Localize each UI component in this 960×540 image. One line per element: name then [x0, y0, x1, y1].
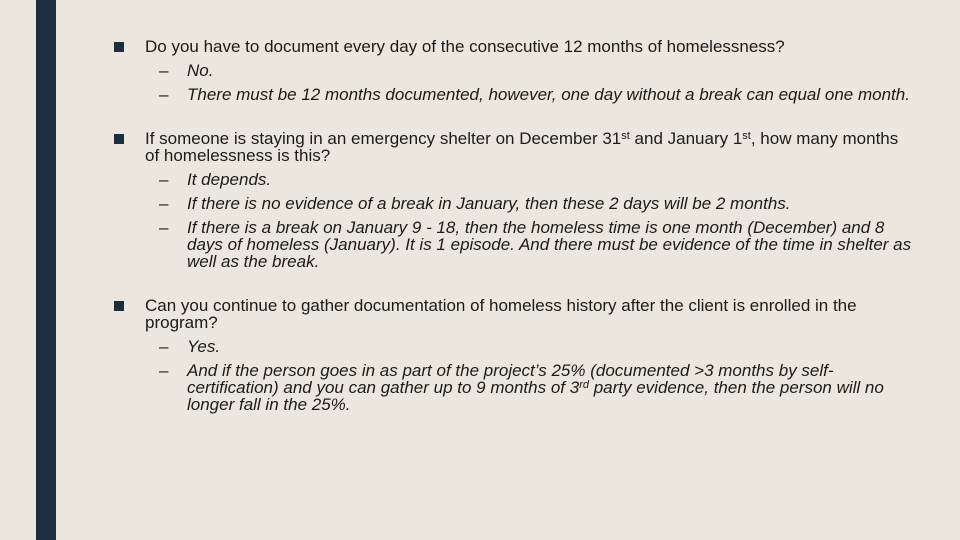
answer-text-part: party evidence, then the person will no longer fall in the 25%.	[187, 378, 884, 414]
question-text-part: If someone is staying in an emergency shelter on December 31	[145, 129, 622, 148]
answer-item	[145, 219, 914, 270]
answer-text: No.	[187, 61, 214, 80]
answer-list	[145, 171, 914, 270]
answer-item	[145, 195, 914, 212]
sidebar-accent-bar	[36, 0, 56, 540]
square-bullet-icon	[114, 301, 124, 311]
answer-text	[187, 361, 884, 414]
answer-text: There must be 12 months documented, however, one day without a break can equal one month.	[187, 85, 910, 104]
ordinal-suffix: rd	[579, 379, 589, 391]
question-2	[114, 130, 914, 270]
answer-item	[145, 362, 914, 413]
ordinal-suffix: st	[621, 130, 630, 142]
answer-text: If there is a break on January 9 - 18, then the homeless time is one month (December) and 8 days of homeless (January). It is 1 episode. And there must be evidence of the time in shelter as well as the break.	[187, 218, 912, 271]
dash-icon: –	[159, 85, 169, 104]
slide-content	[114, 38, 914, 413]
answer-text: If there is no evidence of a break in January, then these 2 days will be 2 months.	[187, 194, 791, 213]
dash-icon: –	[159, 61, 169, 80]
answer-text-part: And if the person goes in as part of the project’s 25% (documented >3 months by self-certification) and you can gather up to 9 months of 3	[187, 361, 834, 397]
question-text: Can you continue to gather documentation of homeless history after the client is enrolled in the program?	[145, 296, 857, 332]
question-1	[114, 38, 914, 103]
dash-icon: –	[159, 194, 169, 213]
dash-icon: –	[159, 170, 169, 189]
question-text-part: and January 1	[629, 129, 743, 148]
answer-list	[145, 338, 914, 413]
answer-list	[145, 62, 914, 103]
square-bullet-icon	[114, 134, 124, 144]
square-bullet-icon	[114, 42, 124, 52]
question-text: Do you have to document every day of the consecutive 12 months of homelessness?	[145, 37, 785, 56]
dash-icon: –	[159, 218, 169, 237]
answer-item	[145, 86, 914, 103]
answer-item	[145, 338, 914, 355]
answer-text: It depends.	[187, 170, 272, 189]
dash-icon: –	[159, 361, 169, 380]
answer-text: Yes.	[187, 337, 221, 356]
question-3	[114, 297, 914, 413]
question-text-part: , how many months of homelessness is this?	[145, 129, 899, 165]
answer-item	[145, 171, 914, 188]
answer-item	[145, 62, 914, 79]
dash-icon: –	[159, 337, 169, 356]
question-text	[145, 130, 914, 164]
ordinal-suffix: st	[742, 130, 751, 142]
